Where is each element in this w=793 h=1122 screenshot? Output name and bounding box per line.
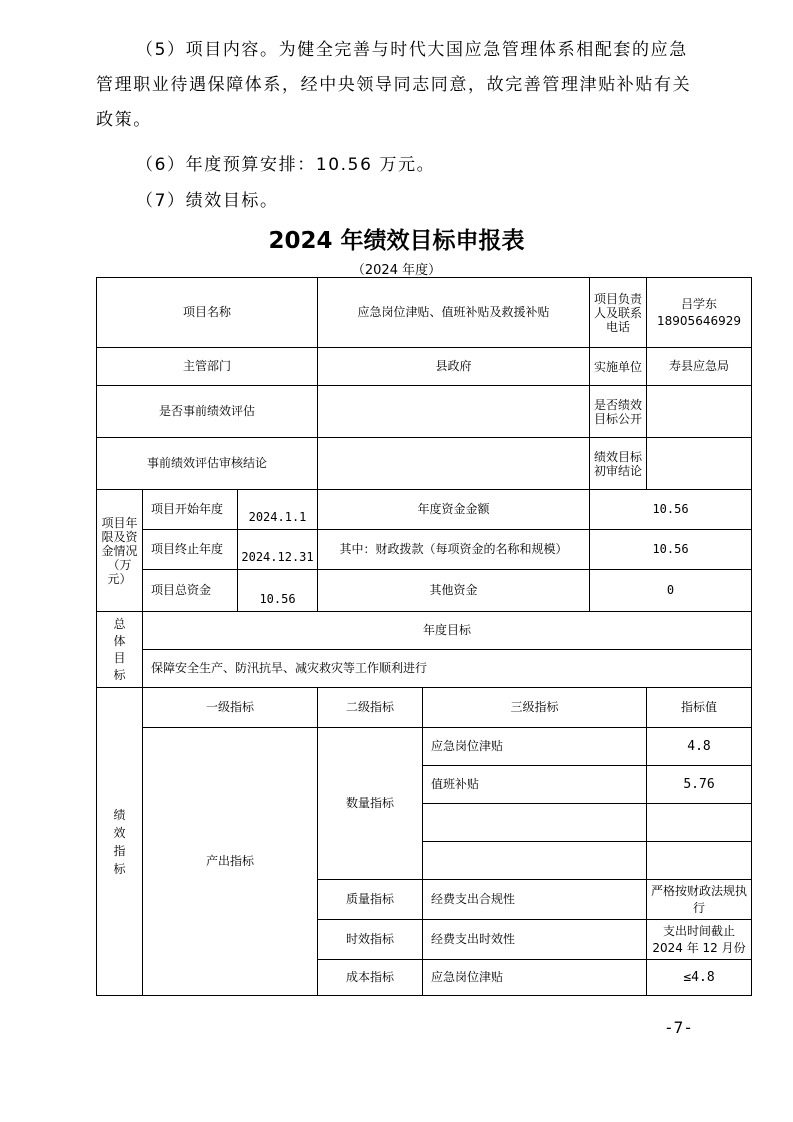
table-row bbox=[97, 570, 752, 612]
qty-row-name bbox=[423, 842, 647, 880]
quality-value: 严格按财政法规执行 bbox=[647, 880, 752, 920]
pre-conclusion-value bbox=[318, 438, 590, 490]
table-row bbox=[97, 386, 752, 438]
pre-eval-value bbox=[318, 386, 590, 438]
pre-conclusion-label: 事前绩效评估审核结论 bbox=[97, 438, 318, 490]
level1-output: 产出指标 bbox=[143, 728, 318, 996]
initial-review-label: 绩效目标初审结论 bbox=[590, 438, 647, 490]
header-level1: 一级指标 bbox=[143, 688, 318, 728]
table-row bbox=[97, 728, 752, 766]
other-value: 0 bbox=[590, 570, 752, 612]
table-row bbox=[97, 490, 752, 530]
period-label: 项目年限及资金情况（万元） bbox=[97, 490, 143, 612]
pre-eval-label: 是否事前绩效评估 bbox=[97, 386, 318, 438]
table-row bbox=[97, 688, 752, 728]
cost-value: ≤4.8 bbox=[647, 960, 752, 996]
fiscal-value: 10.56 bbox=[590, 530, 752, 570]
table-subtitle: （2024 年度） bbox=[351, 263, 442, 278]
qty-label: 数量指标 bbox=[318, 728, 423, 880]
quality-name: 经费支出合规性 bbox=[423, 880, 647, 920]
table-row bbox=[97, 438, 752, 490]
cost-name: 应急岗位津贴 bbox=[423, 960, 647, 996]
qty-row-name: 值班补贴 bbox=[423, 766, 647, 804]
perf-label: 绩效指标 bbox=[97, 688, 143, 996]
quality-label: 质量指标 bbox=[318, 880, 423, 920]
dept-value: 县政府 bbox=[318, 348, 590, 386]
header-value: 指标值 bbox=[647, 688, 752, 728]
qty-row-value: 4.8 bbox=[647, 728, 752, 766]
overall-label: 总体目标 bbox=[97, 612, 143, 688]
paragraph-project-content: （5）项目内容。为健全完善与时代大国应急管理体系相配套的应急管理职业待遇保障体系，经中央领导同志同意，故完善管理津贴补贴有关政策。 bbox=[96, 40, 692, 130]
cost-label: 成本指标 bbox=[318, 960, 423, 996]
contact-value: 吕学东 18905646929 bbox=[647, 278, 752, 348]
time-value: 支出时间截止 2024 年 12 月份 bbox=[647, 920, 752, 960]
qty-row-name: 应急岗位津贴 bbox=[423, 728, 647, 766]
public-label: 是否绩效目标公开 bbox=[590, 386, 647, 438]
qty-row-value: 5.76 bbox=[647, 766, 752, 804]
page-number: -7- bbox=[664, 1018, 693, 1037]
end-label: 项目终止年度 bbox=[143, 530, 238, 570]
annual-goal-label: 年度目标 bbox=[143, 612, 752, 650]
project-name-label: 项目名称 bbox=[97, 278, 318, 348]
dept-label: 主管部门 bbox=[97, 348, 318, 386]
table-title: 2024 年绩效目标申报表 bbox=[268, 228, 525, 254]
start-value: 2024.1.1 bbox=[238, 490, 318, 530]
qty-row-value bbox=[647, 842, 752, 880]
total-value: 10.56 bbox=[238, 570, 318, 612]
table-row bbox=[97, 530, 752, 570]
contact-label: 项目负责人及联系电话 bbox=[590, 278, 647, 348]
impl-value: 寿县应急局 bbox=[647, 348, 752, 386]
other-label: 其他资金 bbox=[318, 570, 590, 612]
header-level2: 二级指标 bbox=[318, 688, 423, 728]
table-row bbox=[97, 348, 752, 386]
total-label: 项目总资金 bbox=[143, 570, 238, 612]
fiscal-label: 其中：财政拨款（每项资金的名称和规模） bbox=[318, 530, 590, 570]
time-name: 经费支出时效性 bbox=[423, 920, 647, 960]
qty-row-name bbox=[423, 804, 647, 842]
impl-label: 实施单位 bbox=[590, 348, 647, 386]
paragraph-budget: （6）年度预算安排：10.56 万元。 bbox=[136, 155, 436, 175]
annual-funds-label: 年度资金金额 bbox=[318, 490, 590, 530]
table-row bbox=[97, 612, 752, 650]
table-row bbox=[97, 278, 752, 348]
end-value: 2024.12.31 bbox=[238, 530, 318, 570]
annual-funds-value: 10.56 bbox=[590, 490, 752, 530]
public-value bbox=[647, 386, 752, 438]
time-label: 时效指标 bbox=[318, 920, 423, 960]
qty-row-value bbox=[647, 804, 752, 842]
project-name-value: 应急岗位津贴、值班补贴及救援补贴 bbox=[318, 278, 590, 348]
header-level3: 三级指标 bbox=[423, 688, 647, 728]
paragraph-performance-goal: （7）绩效目标。 bbox=[136, 191, 279, 211]
annual-goal-text: 保障安全生产、防汛抗旱、减灾救灾等工作顺利进行 bbox=[143, 650, 752, 688]
performance-goal-table bbox=[96, 277, 752, 996]
start-label: 项目开始年度 bbox=[143, 490, 238, 530]
initial-review-value bbox=[647, 438, 752, 490]
table-row bbox=[97, 650, 752, 688]
